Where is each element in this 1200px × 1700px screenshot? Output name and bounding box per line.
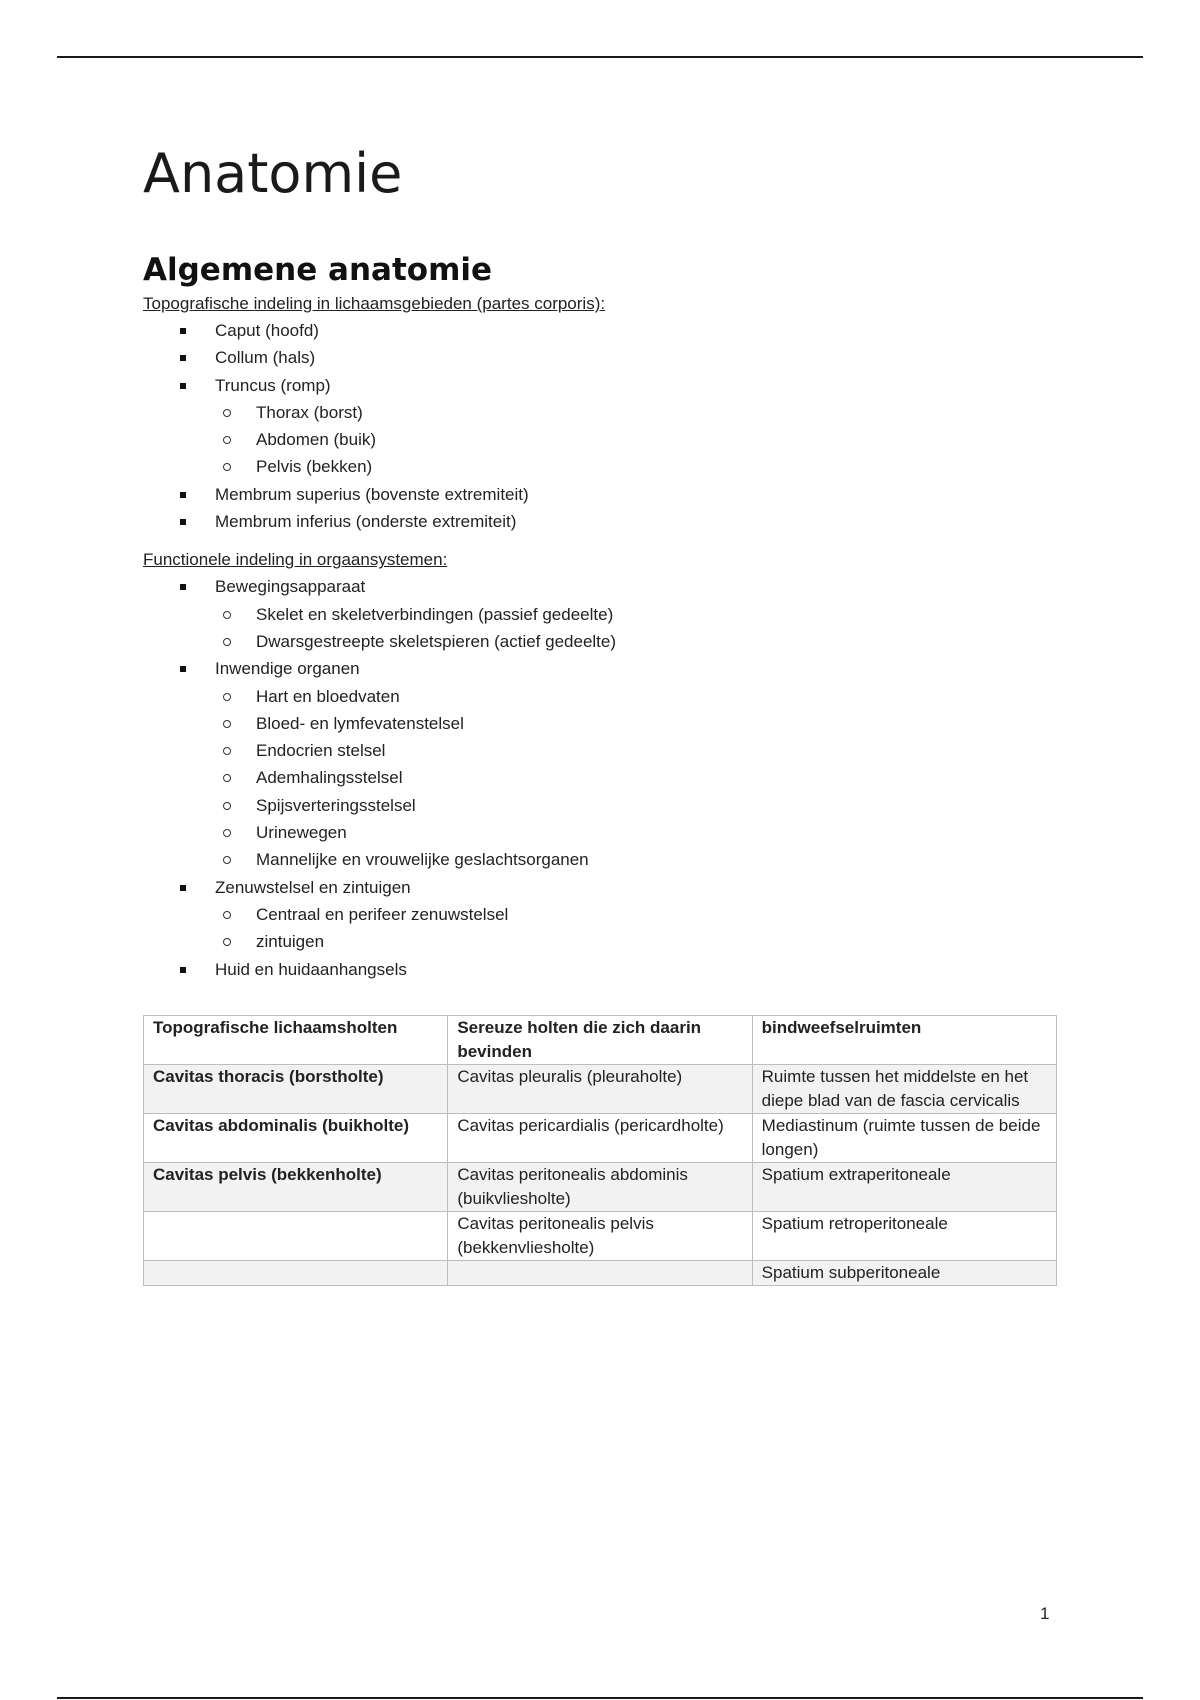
list-item <box>215 344 1063 371</box>
sub-list-item-label: zintuigen <box>256 932 325 952</box>
table-cell <box>448 1261 752 1286</box>
sub-list-item <box>256 683 1063 710</box>
square-bullet-icon <box>180 584 186 590</box>
sub-list-item-label: Centraal en perifeer zenuwstelsel <box>256 904 509 924</box>
sub-list-item <box>256 901 1063 928</box>
sub-list-item <box>256 737 1063 764</box>
list-item <box>215 372 1063 481</box>
list-item <box>215 655 1063 873</box>
sub-list-item-label: Mannelijke en vrouwelijke geslachtsorganen <box>256 850 589 870</box>
document-title: Anatomie <box>143 142 403 205</box>
functional-heading: Functionele indeling in orgaansystemen: <box>143 550 448 570</box>
topographic-list <box>143 317 1063 535</box>
list-item-label: Membrum superius (bovenste extremiteit) <box>215 484 529 504</box>
table-row <box>144 1261 1057 1286</box>
list-item <box>215 573 1063 655</box>
list-item <box>215 956 1063 983</box>
sub-list-item-label: Thorax (borst) <box>256 402 363 422</box>
sub-list <box>215 399 1063 481</box>
body-cavities-table <box>143 1015 1057 1286</box>
circle-bullet-icon <box>223 911 231 919</box>
table-header-cell: Topografische lichaamsholten <box>144 1016 448 1065</box>
sub-list-item-label: Endocrien stelsel <box>256 741 386 761</box>
square-bullet-icon <box>180 355 186 361</box>
list-item <box>215 317 1063 344</box>
sub-list-item-label: Dwarsgestreepte skeletspieren (actief gedeelte) <box>256 631 617 651</box>
sub-list-item <box>256 846 1063 873</box>
functional-list <box>143 573 1063 982</box>
sub-list-item <box>256 928 1063 955</box>
header-rule <box>57 56 1143 58</box>
list-item-label: Zenuwstelsel en zintuigen <box>215 877 411 897</box>
sub-list-item <box>256 601 1063 628</box>
square-bullet-icon <box>180 967 186 973</box>
sub-list-item <box>256 710 1063 737</box>
sub-list-item-label: Urinewegen <box>256 823 347 843</box>
sub-list-item <box>256 426 1063 453</box>
sub-list-item-label: Abdomen (buik) <box>256 430 377 450</box>
list-item-label: Membrum inferius (onderste extremiteit) <box>215 512 517 532</box>
table-cell <box>144 1261 448 1286</box>
list-item-label: Collum (hals) <box>215 348 316 368</box>
page-number: 1 <box>1040 1604 1050 1623</box>
sub-list-item-label: Hart en bloedvaten <box>256 686 400 706</box>
table-cell: Cavitas abdominalis (buikholte) <box>144 1114 448 1163</box>
table-cell: Cavitas pericardialis (pericardholte) <box>448 1114 752 1163</box>
circle-bullet-icon <box>223 856 231 864</box>
circle-bullet-icon <box>223 802 231 810</box>
table-row <box>144 1212 1057 1261</box>
table-header-row <box>144 1016 1057 1065</box>
table-cell: Cavitas thoracis (borstholte) <box>144 1065 448 1114</box>
circle-bullet-icon <box>223 747 231 755</box>
list-item-label: Inwendige organen <box>215 659 360 679</box>
table-cell: Cavitas peritonealis abdominis (buikvliesholte) <box>448 1163 752 1212</box>
table-cell: Ruimte tussen het middelste en het diepe blad van de fascia cervicalis <box>752 1065 1056 1114</box>
sub-list-item <box>256 628 1063 655</box>
table-cell: Cavitas pelvis (bekkenholte) <box>144 1163 448 1212</box>
table-cell: Spatium extraperitoneale <box>752 1163 1056 1212</box>
sub-list-item-label: Spijsverteringsstelsel <box>256 795 416 815</box>
sub-list <box>215 683 1063 874</box>
sub-list <box>215 901 1063 956</box>
circle-bullet-icon <box>223 774 231 782</box>
square-bullet-icon <box>180 492 186 498</box>
sub-list-item <box>256 819 1063 846</box>
square-bullet-icon <box>180 328 186 334</box>
list-item-label: Caput (hoofd) <box>215 321 319 340</box>
table-cell: Cavitas pleuralis (pleuraholte) <box>448 1065 752 1114</box>
square-bullet-icon <box>180 666 186 672</box>
section-heading: Algemene anatomie <box>143 252 493 288</box>
table-cell: Spatium subperitoneale <box>752 1261 1056 1286</box>
table-cell <box>144 1212 448 1261</box>
list-item <box>215 874 1063 956</box>
sub-list-item <box>256 764 1063 791</box>
table-row <box>144 1163 1057 1212</box>
footer-rule <box>57 1697 1143 1699</box>
sub-list-item-label: Bloed- en lymfevatenstelsel <box>256 713 464 733</box>
list-item-label: Huid en huidaanhangsels <box>215 959 407 979</box>
sub-list-item-label: Ademhalingsstelsel <box>256 768 403 788</box>
circle-bullet-icon <box>223 720 231 728</box>
square-bullet-icon <box>180 519 186 525</box>
list-item-label: Bewegingsapparaat <box>215 577 366 597</box>
list-item-label: Truncus (romp) <box>215 375 331 395</box>
list-item <box>215 508 1063 535</box>
square-bullet-icon <box>180 383 186 389</box>
sub-list-item-label: Skelet en skeletverbindingen (passief gedeelte) <box>256 604 614 624</box>
sub-list <box>215 601 1063 656</box>
sub-list-item <box>256 399 1063 426</box>
page-body <box>143 138 1063 983</box>
circle-bullet-icon <box>223 693 231 701</box>
sub-list-item-label: Pelvis (bekken) <box>256 457 373 477</box>
table-row <box>144 1065 1057 1114</box>
table-cell: Mediastinum (ruimte tussen de beide longen) <box>752 1114 1056 1163</box>
list-item <box>215 481 1063 508</box>
circle-bullet-icon <box>223 463 231 471</box>
circle-bullet-icon <box>223 409 231 417</box>
table-header-cell: Sereuze holten die zich daarin bevinden <box>448 1016 752 1065</box>
table-header-cell: bindweefselruimten <box>752 1016 1056 1065</box>
sub-list-item <box>256 792 1063 819</box>
table-row <box>144 1114 1057 1163</box>
table-cell: Cavitas peritonealis pelvis (bekkenvliesholte) <box>448 1212 752 1261</box>
sub-list-item <box>256 453 1063 480</box>
square-bullet-icon <box>180 885 186 891</box>
table-cell: Spatium retroperitoneale <box>752 1212 1056 1261</box>
circle-bullet-icon <box>223 638 231 646</box>
circle-bullet-icon <box>223 938 231 946</box>
circle-bullet-icon <box>223 436 231 444</box>
topographic-heading: Topografische indeling in lichaamsgebieden (partes corporis): <box>143 294 606 313</box>
circle-bullet-icon <box>223 611 231 619</box>
circle-bullet-icon <box>223 829 231 837</box>
